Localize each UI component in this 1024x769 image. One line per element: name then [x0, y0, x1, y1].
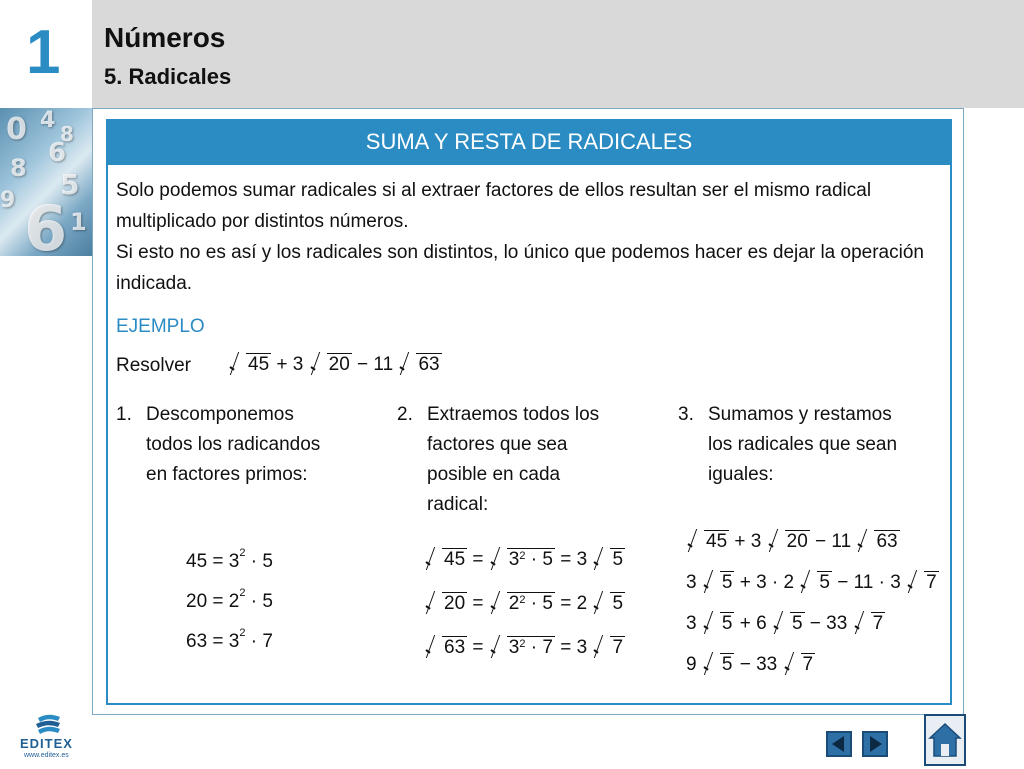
- step-2-line-2: factores que sea: [427, 434, 568, 455]
- extraction-20: $20 = 2^2 \cdot 5 = 2$ 5: [424, 592, 625, 615]
- factorization-45: $45 = 3^2 \cdot 5$: [186, 547, 273, 572]
- step-2-line-1: Extraemos todos los: [427, 404, 600, 425]
- sum-line-3: 3 5 + 6 5 − 33 7: [686, 613, 884, 634]
- paragraph-2: Si esto no es así y los radicales son distintos, lo único que podemos hacer es dejar la operación indicada.: [116, 242, 924, 294]
- step-2-line-3: posible en cada: [427, 464, 561, 485]
- chapter-number: 1: [26, 18, 61, 87]
- sum-line-2: 3 5 + 3 · 2 5 − 11 · 3 7: [686, 572, 937, 593]
- step-1-line-3: en factores primos:: [146, 464, 308, 485]
- editex-logo-icon: [34, 714, 62, 736]
- previous-arrow-icon: [828, 733, 850, 755]
- page-title: Números: [104, 22, 226, 53]
- home-icon: [926, 716, 964, 764]
- sum-line-1: 45 + 3 20 − 11 63: [686, 530, 900, 553]
- previous-button[interactable]: [826, 731, 852, 757]
- editex-logo: [18, 712, 78, 762]
- resolver-label: Resolver: [116, 355, 191, 376]
- step-3-number: 3.: [678, 404, 694, 425]
- extraction-45: $45 = 3^2 \cdot 5 = 3$ 5: [424, 548, 625, 571]
- example-label: EJEMPLO: [116, 316, 205, 337]
- factorization-20: $20 = 2^2 \cdot 5$: [186, 587, 273, 612]
- factorization-63: $63 = 3^2 \cdot 7$: [186, 627, 273, 652]
- page-subtitle: 5. Radicales: [104, 64, 232, 89]
- next-button[interactable]: [862, 731, 888, 757]
- brand-url: www.editex.es: [24, 752, 69, 759]
- home-button[interactable]: [924, 714, 966, 766]
- step-3-line-1: Sumamos y restamos: [708, 404, 892, 425]
- step-3-line-3: iguales:: [708, 464, 774, 485]
- step-3: [678, 400, 948, 500]
- step-2-line-4: radical:: [427, 494, 489, 515]
- step-3-line-2: los radicales que sean: [708, 434, 898, 455]
- section-heading: SUMA Y RESTA DE RADICALES: [106, 119, 952, 165]
- paragraph-1: Solo podemos sumar radicales si al extraer factores de ellos resultan ser el mismo radical multiplicado por distintos números.: [116, 180, 872, 232]
- next-arrow-icon: [864, 733, 886, 755]
- step-2: [397, 400, 657, 530]
- header-band: [92, 0, 1024, 108]
- step-1-number: 1.: [116, 404, 132, 425]
- step-1: [116, 400, 376, 500]
- numbers-decorative-image: 0 4 8 6 8 5 9 6 1: [0, 108, 92, 256]
- brand-name: EDITEX: [20, 736, 73, 751]
- extraction-63: $63 = 3^2 \cdot 7 = 3$ 7: [424, 636, 625, 659]
- sum-line-4: 9 5 − 33 7: [686, 654, 814, 675]
- step-1-line-2: todos los radicandos: [146, 434, 321, 455]
- step-1-line-1: Descomponemos: [146, 404, 294, 425]
- problem-expression: 45 + 3 20 − 11 63: [228, 353, 442, 376]
- step-2-number: 2.: [397, 404, 413, 425]
